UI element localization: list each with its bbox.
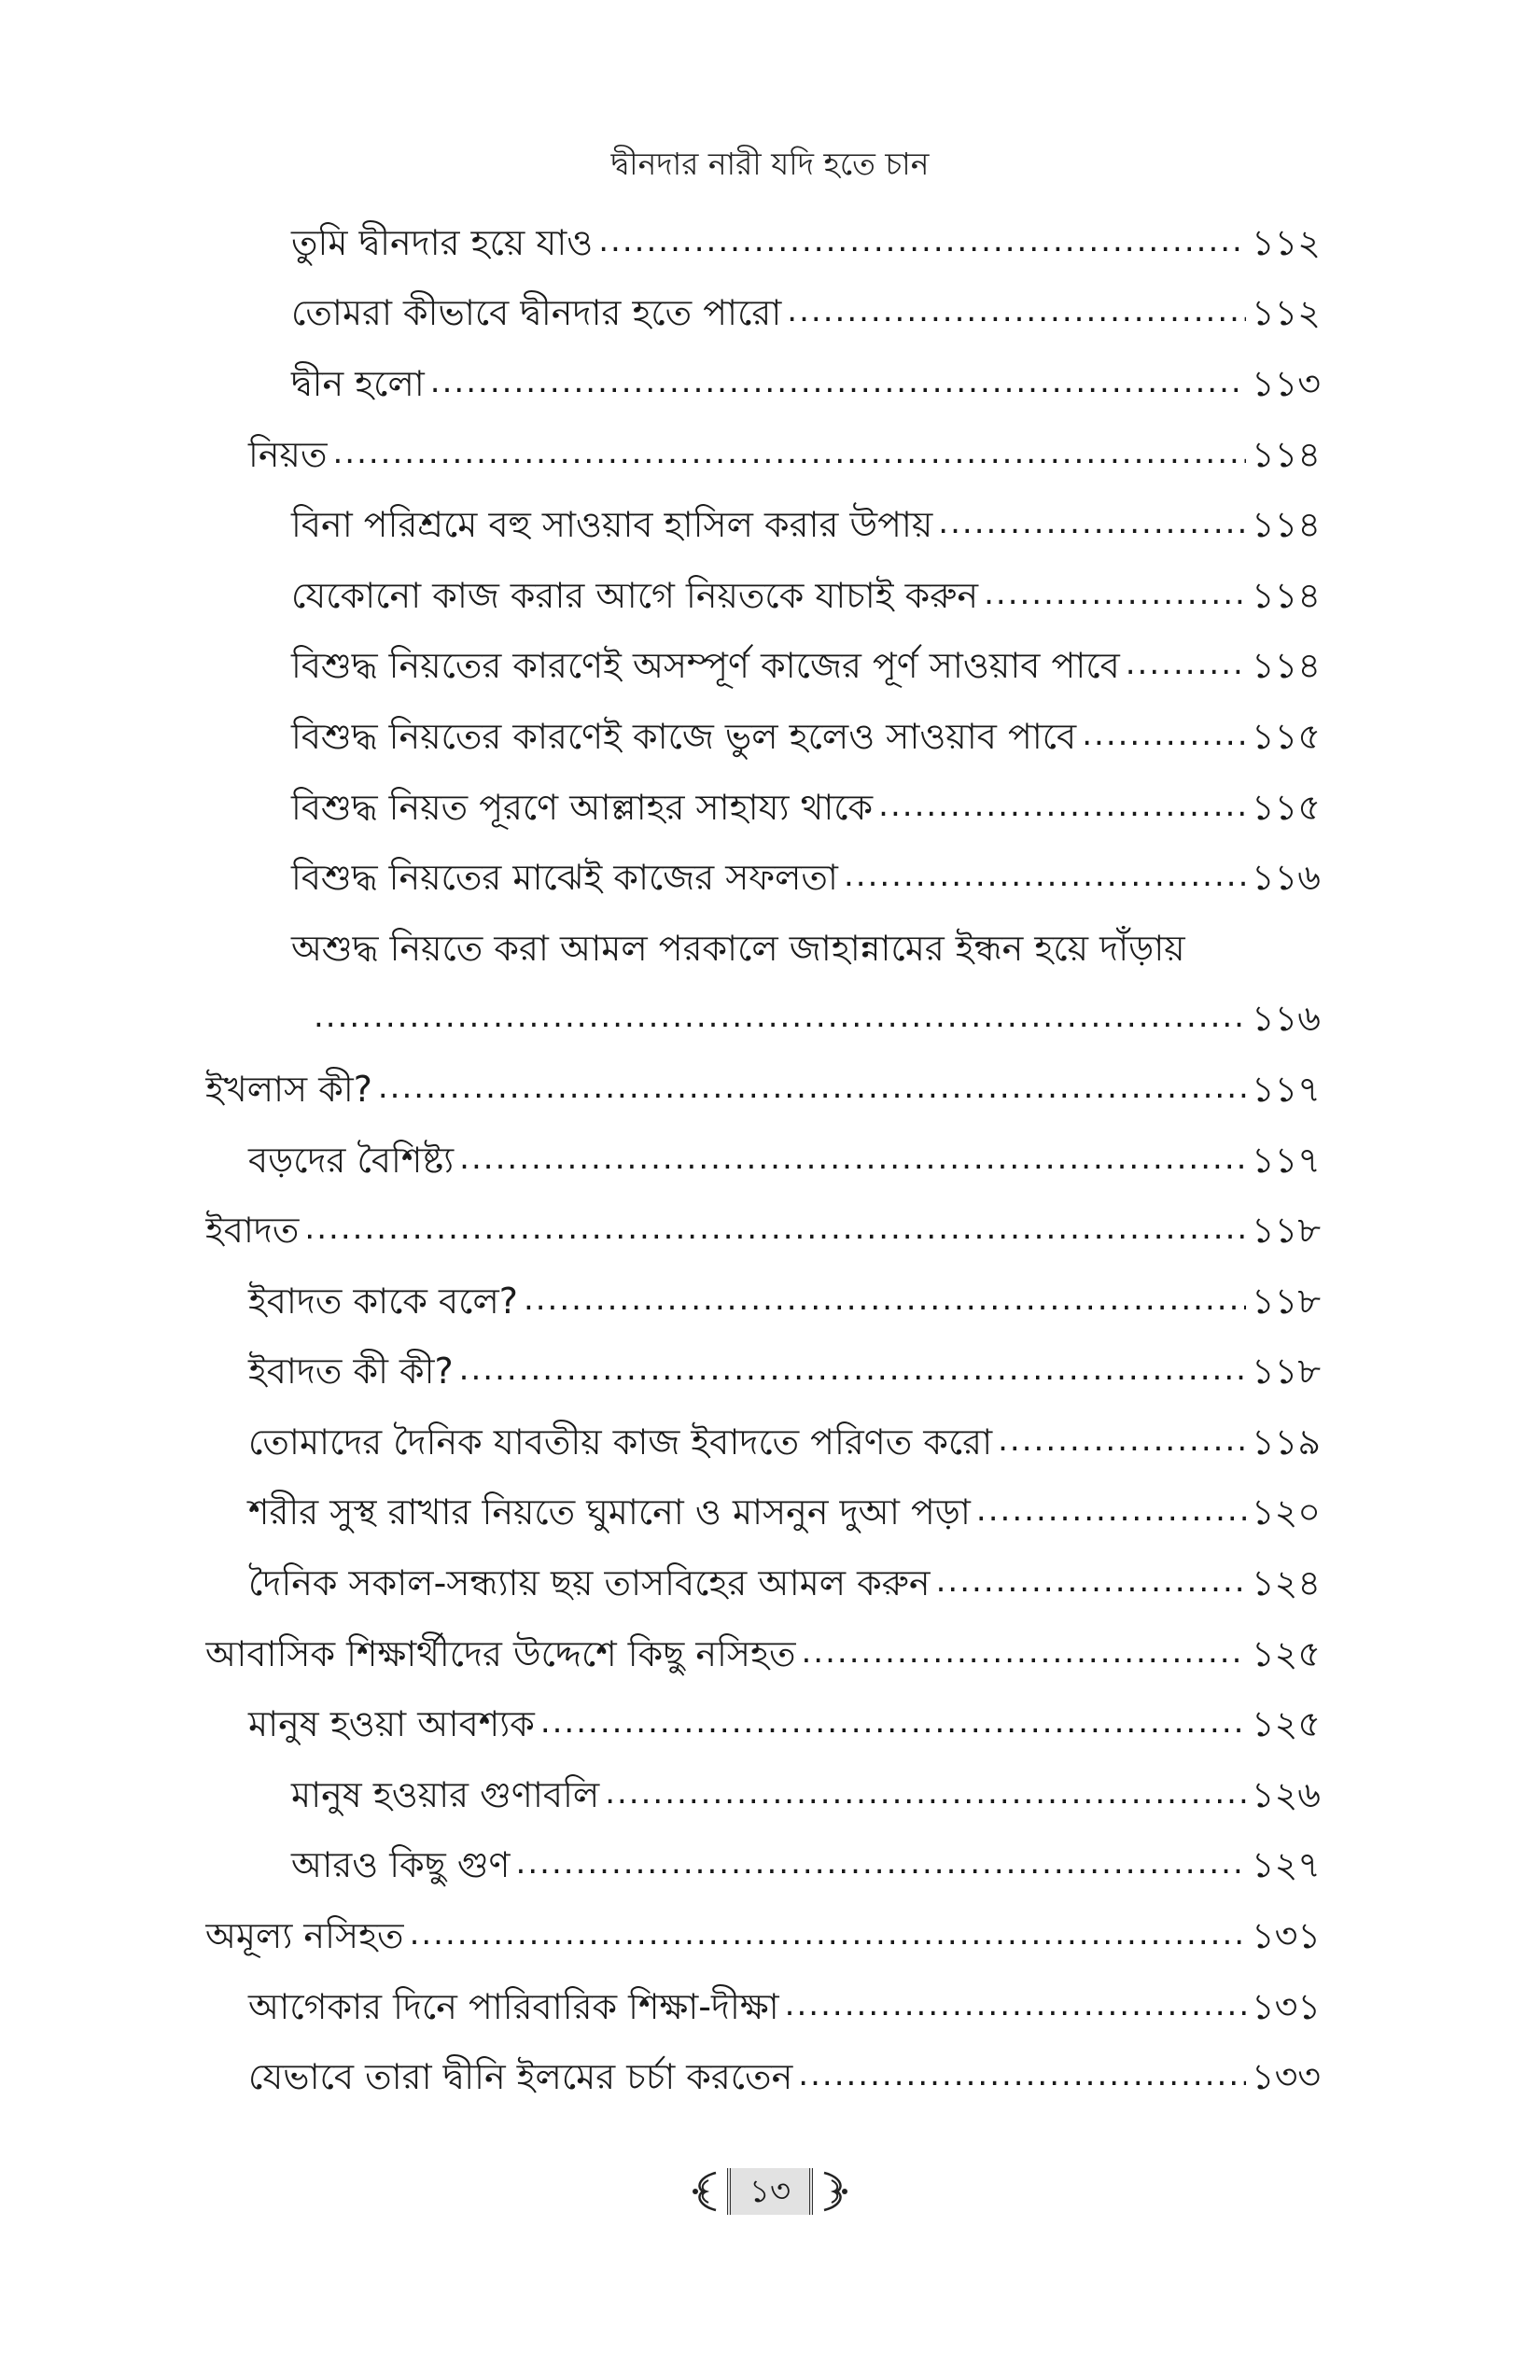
toc-entry-title: তোমরা কীভাবে দ্বীনদার হতে পারো	[291, 292, 782, 334]
toc-entry	[205, 1759, 1321, 1830]
dot-leader	[410, 1914, 1246, 1957]
toc-entry	[205, 1337, 1321, 1407]
dot-leader	[540, 1702, 1246, 1745]
toc-entry-page: ১৩১	[1251, 1985, 1321, 2027]
left-ornament-icon	[688, 2167, 720, 2216]
toc-entry	[205, 701, 1321, 772]
toc-entry-page: ১১৪	[1252, 433, 1321, 475]
toc-entry-page: ১২৫	[1251, 1703, 1321, 1745]
toc-entry-title: তোমাদের দৈনিক যাবতীয় কাজ ইবাদতে পরিণত করো	[248, 1421, 993, 1463]
toc-entry	[205, 1266, 1321, 1337]
toc-entry-page: ১২৬	[1251, 1773, 1321, 1815]
toc-entry	[205, 1477, 1321, 1548]
toc-entry-page: ১৩১	[1251, 1915, 1321, 1957]
dot-leader	[524, 1280, 1246, 1323]
toc-entry	[205, 2041, 1321, 2112]
table-of-contents	[205, 207, 1321, 2112]
toc-entry-title: ইবাদত কী কী?	[248, 1351, 454, 1393]
toc-entry-page: ১১৯	[1252, 1421, 1321, 1463]
dot-leader	[998, 1421, 1246, 1463]
toc-entry-page: ১১৪	[1252, 504, 1321, 546]
toc-entry-page: ১১৫	[1252, 786, 1321, 828]
toc-entry	[205, 1547, 1321, 1618]
toc-entry-title: বড়দের বৈশিষ্ট্য	[248, 1139, 455, 1181]
toc-entry	[205, 207, 1321, 278]
toc-entry-title: বিশুদ্ধ নিয়তের মাঝেই কাজের সফলতা	[291, 857, 838, 899]
toc-entry-title: বিনা পরিশ্রমে বহু সাওয়াব হাসিল করার উপায়	[291, 504, 933, 546]
toc-entry-page: ১১৮	[1252, 1210, 1321, 1252]
toc-entry	[205, 842, 1321, 913]
dot-leader	[430, 362, 1246, 405]
toc-entry-title: অমূল্য নসিহত	[205, 1915, 404, 1957]
toc-entry-page: ১১৪	[1252, 574, 1321, 616]
toc-entry-page: ১২৭	[1251, 1844, 1321, 1886]
toc-entry	[205, 348, 1321, 419]
dot-leader	[976, 1491, 1246, 1533]
toc-entry-title: দৈনিক সকাল-সন্ধ্যায় ছয় তাসবিহের আমল করুন	[248, 1562, 931, 1604]
toc-entry-title: আগেকার দিনে পারিবারিক শিক্ষা-দীক্ষা	[248, 1985, 779, 2027]
toc-entry-page: ১১৬	[1251, 857, 1321, 899]
toc-entry	[205, 772, 1321, 843]
toc-entry-title: বিশুদ্ধ নিয়ত পূরণে আল্লাহর সাহায্য থাকে	[291, 786, 874, 828]
toc-entry	[205, 913, 1321, 984]
dot-leader	[984, 574, 1246, 617]
toc-entry-page: ১২০	[1251, 1491, 1321, 1533]
toc-entry-title: অশুদ্ধ নিয়তে করা আমল পরকালে জাহান্নামের ইন্ধন হয়ে দাঁড়ায়	[291, 927, 1185, 969]
toc-entry-page: ১১৫	[1252, 715, 1321, 757]
toc-entry-page: ১১২	[1251, 221, 1321, 263]
toc-entry-title: যেকোনো কাজ করার আগে নিয়তকে যাচাই করুন	[291, 574, 979, 616]
toc-entry-title: মানুষ হওয়ার গুণাবলি	[291, 1773, 600, 1815]
toc-entry-title: বিশুদ্ধ নিয়তের কারণেই কাজে ভুল হলেও সাওয়াব পাবে	[291, 715, 1077, 757]
dot-leader	[1126, 644, 1246, 687]
toc-entry-title: ইবাদত কাকে বলে?	[248, 1280, 518, 1322]
dot-leader	[844, 856, 1246, 899]
dot-leader	[459, 1139, 1246, 1182]
dot-leader	[802, 1632, 1246, 1675]
dot-leader	[378, 1068, 1246, 1111]
toc-entry	[205, 489, 1321, 560]
dot-leader	[459, 1350, 1246, 1393]
dot-leader	[936, 1561, 1246, 1604]
toc-entry-title: নিয়ত	[248, 433, 328, 475]
toc-entry-title: তুমি দ্বীনদার হয়ে যাও	[291, 221, 594, 263]
toc-entry-title: আবাসিক শিক্ষার্থীদের উদ্দেশে কিছু নসিহত	[205, 1632, 796, 1674]
page-footer	[0, 2167, 1540, 2216]
toc-entry-page: ১১৪	[1252, 645, 1321, 687]
toc-entry-page: ১১৮	[1252, 1280, 1321, 1322]
dot-leader	[304, 1209, 1246, 1252]
dot-leader	[787, 291, 1246, 334]
dot-leader	[598, 221, 1246, 264]
toc-entry-page: ১১৭	[1251, 1139, 1321, 1181]
toc-entry	[205, 1688, 1321, 1759]
toc-entry	[205, 419, 1321, 490]
toc-entry-title: শরীর সুস্থ রাখার নিয়তে ঘুমানো ও মাসনুন দুআ পড়া	[248, 1491, 971, 1533]
toc-entry	[205, 631, 1321, 702]
toc-entry	[205, 1830, 1321, 1901]
dot-leader	[785, 1985, 1246, 2028]
toc-entry-page: ১১৭	[1251, 1068, 1321, 1110]
toc-entry-title: দ্বীন হলো	[291, 362, 425, 404]
dot-leader	[878, 786, 1246, 829]
toc-entry-title: আরও কিছু গুণ	[291, 1844, 511, 1886]
toc-entry	[205, 1900, 1321, 1971]
dot-leader	[1082, 715, 1246, 758]
toc-entry-title: ইখলাস কী?	[205, 1068, 372, 1110]
toc-entry-page: ১২৪	[1251, 1562, 1321, 1604]
toc-entry	[205, 1195, 1321, 1266]
toc-entry-title: বিশুদ্ধ নিয়তের কারণেই অসম্পূর্ণ কাজের পূর্ণ সাওয়াব পাবে	[291, 645, 1120, 687]
toc-entry-page: ১১৩	[1251, 362, 1321, 404]
toc-entry	[205, 1407, 1321, 1477]
toc-entry	[205, 560, 1321, 631]
toc-entry-page: ১২৫	[1251, 1632, 1321, 1674]
running-header: দ্বীনদার নারী যদি হতে চান	[610, 146, 930, 182]
toc-entry	[205, 278, 1321, 349]
dot-leader	[332, 433, 1246, 476]
toc-entry	[205, 1125, 1321, 1196]
toc-entry-title: যেভাবে তারা দ্বীনি ইলমের চর্চা করতেন	[248, 2056, 793, 2098]
toc-entry-continuation	[205, 984, 1321, 1055]
toc-entry-title: ইবাদত	[205, 1210, 300, 1252]
toc-entry	[205, 1971, 1321, 2042]
toc-entry	[205, 1618, 1321, 1689]
dot-leader	[798, 2055, 1246, 2098]
toc-entry-page: ১১২	[1251, 292, 1321, 334]
page-number-frame	[688, 2167, 852, 2216]
toc-entry-page: ১১৮	[1252, 1351, 1321, 1393]
dot-leader	[314, 997, 1246, 1040]
dot-leader	[605, 1773, 1246, 1816]
toc-entry	[205, 1054, 1321, 1125]
toc-entry-page: ১১৬	[1251, 998, 1321, 1040]
page-number: ১৩	[727, 2168, 813, 2215]
toc-entry-title: মানুষ হওয়া আবশ্যক	[248, 1703, 535, 1745]
dot-leader	[938, 503, 1246, 546]
right-ornament-icon	[820, 2167, 852, 2216]
dot-leader	[516, 1843, 1246, 1886]
toc-entry-page: ১৩৩	[1251, 2056, 1321, 2098]
